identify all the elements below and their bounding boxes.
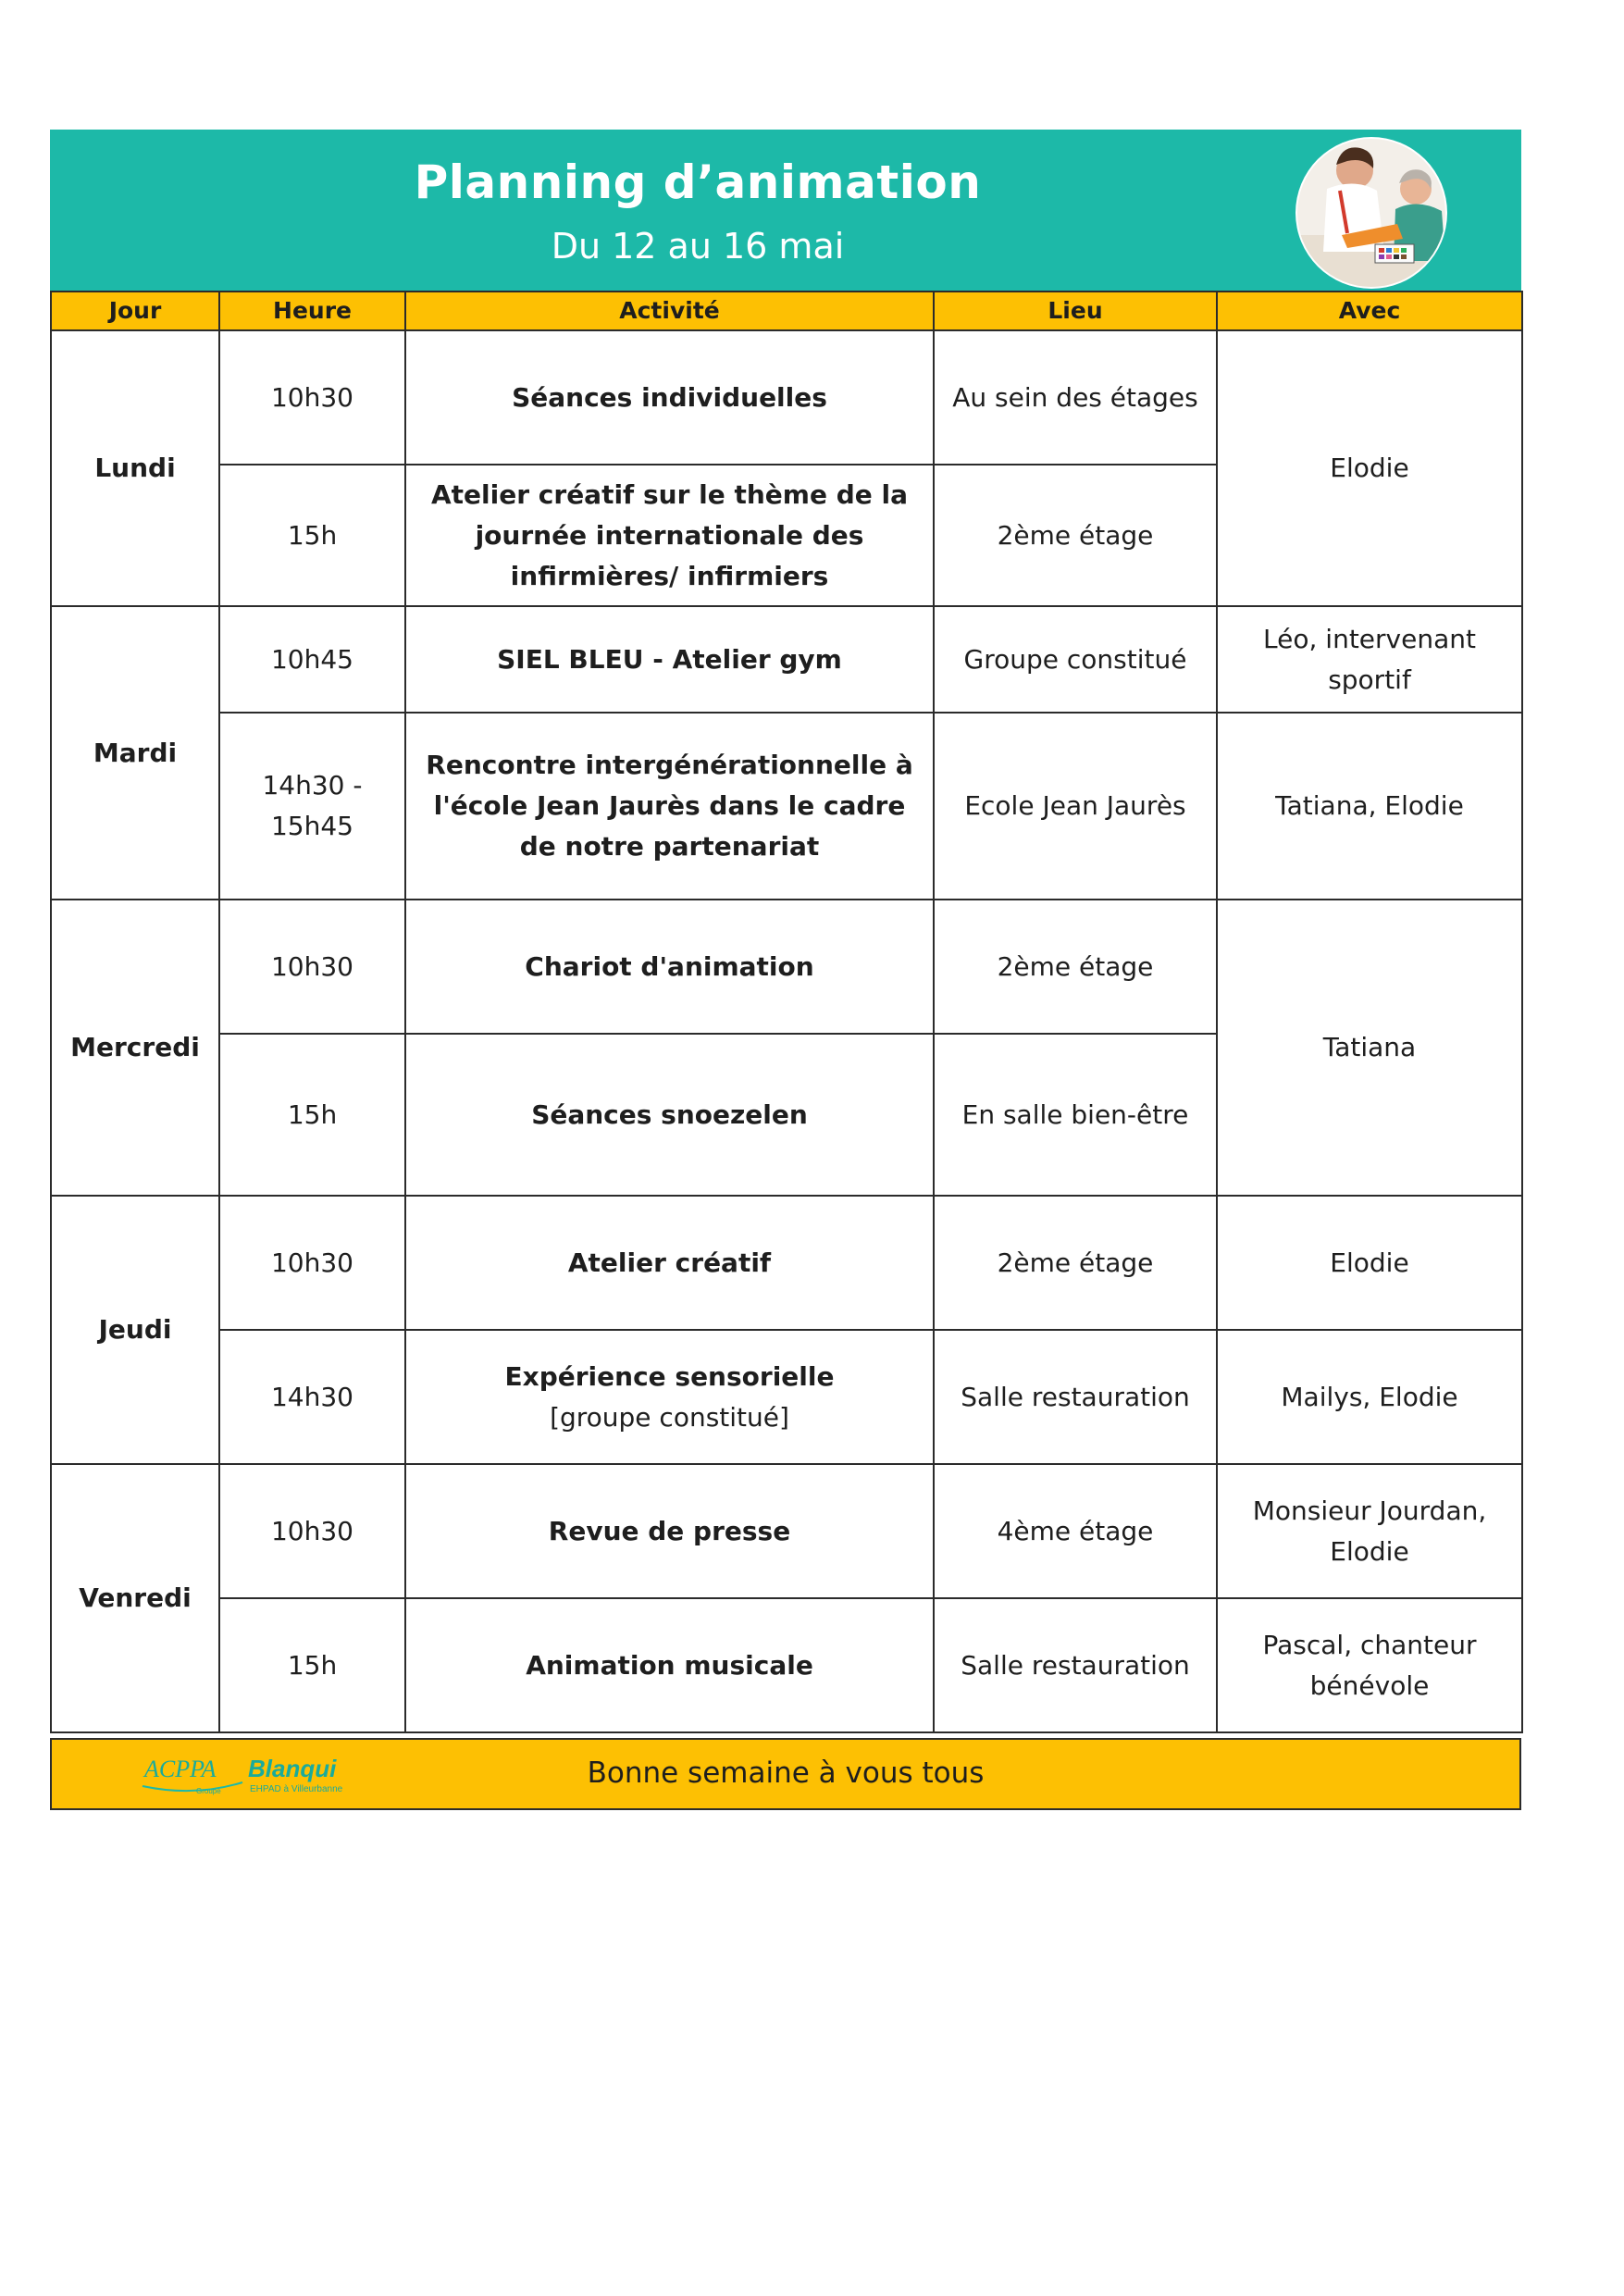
planning-sheet — [50, 130, 1521, 1795]
col-header-jour: Jour — [51, 292, 219, 330]
activity-cell — [405, 606, 934, 713]
day-label: Mardi — [51, 606, 219, 900]
with-cell: Mailys, Elodie — [1217, 1330, 1522, 1464]
location-cell: 2ème étage — [934, 465, 1217, 606]
time-cell: 10h30 — [219, 330, 405, 465]
activity-cell — [405, 713, 934, 900]
table-row — [51, 900, 1522, 1034]
time-cell: 14h30 — [219, 1330, 405, 1464]
day-label: Venredi — [51, 1464, 219, 1732]
with-cell: Pascal, chanteur bénévole — [1217, 1598, 1522, 1732]
activity-cell — [405, 900, 934, 1034]
page-subtitle: Du 12 au 16 mai — [551, 226, 845, 267]
svg-text:Blanqui: Blanqui — [248, 1755, 337, 1782]
header-banner — [50, 130, 1521, 291]
day-label: Mercredi — [51, 900, 219, 1196]
activity-name: SIEL BLEU - Atelier gym — [497, 643, 842, 675]
time-cell: 15h — [219, 465, 405, 606]
with-cell: Elodie — [1217, 330, 1522, 606]
with-cell: Tatiana, Elodie — [1217, 713, 1522, 900]
activity-name: Revue de presse — [548, 1515, 791, 1546]
col-header-activite: Activité — [405, 292, 934, 330]
with-cell: Léo, intervenant sportif — [1217, 606, 1522, 713]
location-cell: 4ème étage — [934, 1464, 1217, 1598]
activity-note: [groupe constitué] — [550, 1401, 789, 1433]
activity-name: Atelier créatif — [567, 1247, 772, 1278]
activity-name: Chariot d'animation — [525, 950, 814, 982]
footer-bar — [50, 1738, 1521, 1810]
table-row — [51, 1330, 1522, 1464]
col-header-lieu: Lieu — [934, 292, 1217, 330]
activity-cell — [405, 1330, 934, 1464]
location-cell: Salle restauration — [934, 1598, 1217, 1732]
table-row — [51, 713, 1522, 900]
table-header-row — [51, 292, 1522, 330]
table-row — [51, 1196, 1522, 1330]
day-label: Lundi — [51, 330, 219, 606]
with-cell: Tatiana — [1217, 900, 1522, 1196]
page-title: Planning d’animation — [414, 155, 982, 209]
svg-text:EHPAD à Villeurbanne: EHPAD à Villeurbanne — [250, 1784, 343, 1794]
activity-name: Atelier créatif sur le thème de la journée internationale des infirmières/ infirmiers — [431, 478, 908, 591]
activity-table — [50, 291, 1523, 1733]
svg-text:Groupe: Groupe — [196, 1787, 221, 1795]
activity-name: Séances individuelles — [512, 381, 827, 413]
caregiver-photo-icon — [1286, 131, 1453, 289]
activity-cell — [405, 1196, 934, 1330]
activity-name: Expérience sensorielle — [504, 1360, 835, 1392]
time-cell: 10h45 — [219, 606, 405, 713]
activity-cell — [405, 1034, 934, 1196]
table-row — [51, 330, 1522, 465]
activity-cell — [405, 465, 934, 606]
location-cell: 2ème étage — [934, 900, 1217, 1034]
table-row — [51, 606, 1522, 713]
time-cell: 10h30 — [219, 1464, 405, 1598]
time-cell: 15h — [219, 1034, 405, 1196]
activity-cell — [405, 330, 934, 465]
location-cell: En salle bien-être — [934, 1034, 1217, 1196]
location-cell: 2ème étage — [934, 1196, 1217, 1330]
activity-cell — [405, 1464, 934, 1598]
with-cell: Elodie — [1217, 1196, 1522, 1330]
time-cell: 15h — [219, 1598, 405, 1732]
col-header-heure: Heure — [219, 292, 405, 330]
time-cell: 10h30 — [219, 1196, 405, 1330]
svg-text:ACPPA: ACPPA — [144, 1756, 217, 1782]
col-header-avec: Avec — [1217, 292, 1522, 330]
location-cell: Au sein des étages — [934, 330, 1217, 465]
activity-cell — [405, 1598, 934, 1732]
location-cell: Salle restauration — [934, 1330, 1217, 1464]
activity-name: Séances snoezelen — [531, 1098, 808, 1130]
day-label: Jeudi — [51, 1196, 219, 1464]
location-cell: Groupe constitué — [934, 606, 1217, 713]
activity-name: Rencontre intergénérationnelle à l'école Jean Jaurès dans le cadre de notre partenariat — [426, 750, 913, 862]
activity-name: Animation musicale — [526, 1649, 813, 1681]
time-cell: 10h30 — [219, 900, 405, 1034]
table-row — [51, 1464, 1522, 1598]
with-cell: Monsieur Jourdan, Elodie — [1217, 1464, 1522, 1598]
footer-message: Bonne semaine à vous tous — [587, 1756, 985, 1790]
time-cell: 14h30 - 15h45 — [219, 713, 405, 900]
location-cell: Ecole Jean Jaurès — [934, 713, 1217, 900]
table-row — [51, 1598, 1522, 1732]
